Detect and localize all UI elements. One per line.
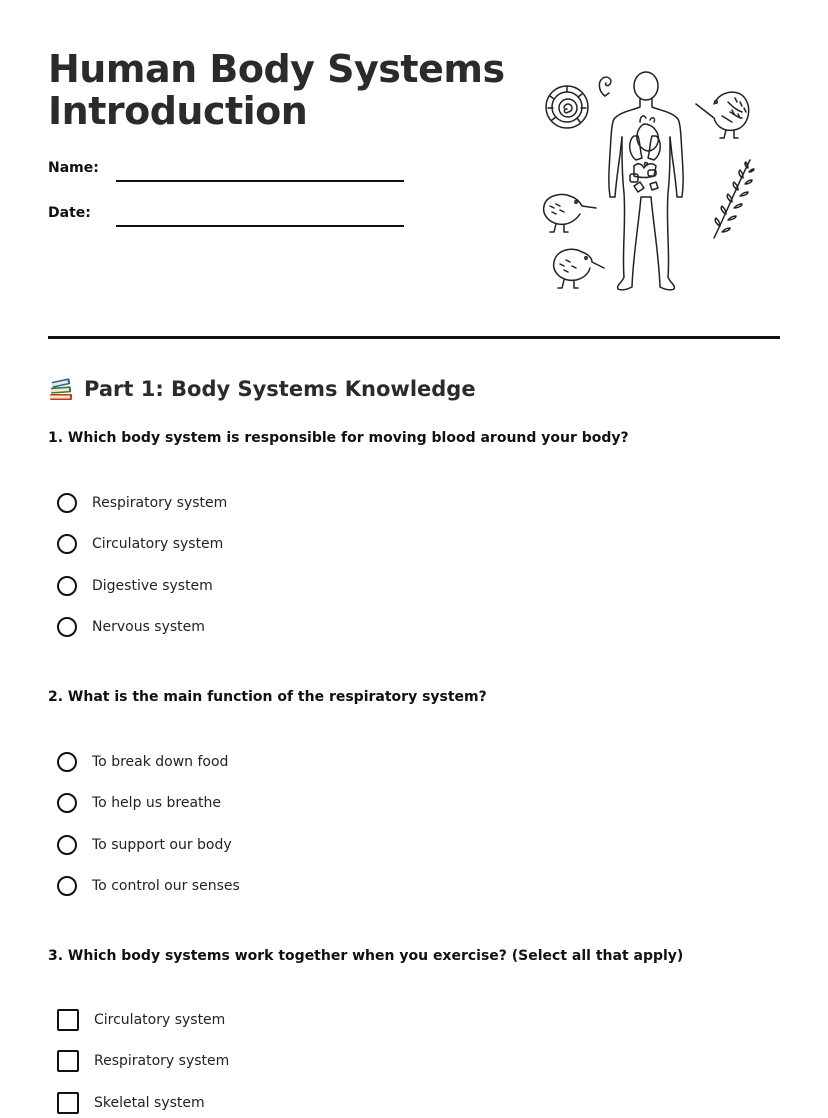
option-label: To break down food xyxy=(92,754,229,770)
q1-option-respiratory[interactable] xyxy=(57,490,227,516)
koru-spiral-icon xyxy=(546,86,588,128)
radio-button[interactable] xyxy=(57,617,77,637)
part-1-heading-text: Part 1: Body Systems Knowledge xyxy=(84,377,476,401)
checkbox[interactable] xyxy=(57,1050,79,1072)
option-label: Circulatory system xyxy=(94,1012,226,1028)
q1-option-nervous[interactable] xyxy=(57,614,205,640)
kiwi-bird-small-icon xyxy=(554,249,604,288)
q1-option-circulatory[interactable] xyxy=(57,531,223,557)
fern-frond-icon xyxy=(714,160,754,238)
radio-button[interactable] xyxy=(57,793,77,813)
option-label: Respiratory system xyxy=(94,1053,230,1069)
section-divider xyxy=(48,336,780,339)
option-label: To control our senses xyxy=(92,878,240,894)
title-line-2: Introduction xyxy=(48,89,308,133)
koru-curl-icon xyxy=(599,77,611,96)
q2-option-support-body[interactable] xyxy=(57,832,232,858)
radio-button[interactable] xyxy=(57,534,77,554)
date-field[interactable] xyxy=(116,225,404,227)
page-title xyxy=(48,48,505,132)
name-field[interactable] xyxy=(116,180,404,182)
radio-button[interactable] xyxy=(57,752,77,772)
radio-button[interactable] xyxy=(57,835,77,855)
q2-option-break-down-food[interactable] xyxy=(57,749,228,775)
name-label: Name: xyxy=(48,160,99,176)
q3-option-circulatory[interactable] xyxy=(57,1007,225,1033)
question-1: 1. Which body system is responsible for moving blood around your body? xyxy=(48,430,629,446)
q1-option-digestive[interactable] xyxy=(57,573,213,599)
body-systems-illustration xyxy=(530,66,770,311)
q3-option-respiratory[interactable] xyxy=(57,1048,229,1074)
question-2: 2. What is the main function of the respiratory system? xyxy=(48,689,487,705)
kiwi-bird-small-icon xyxy=(544,194,596,232)
option-label: To support our body xyxy=(92,837,232,853)
question-3: 3. Which body systems work together when you exercise? (Select all that apply) xyxy=(48,948,684,964)
q3-option-skeletal[interactable] xyxy=(57,1090,205,1116)
date-label: Date: xyxy=(48,205,91,221)
option-label: Circulatory system xyxy=(92,536,224,552)
checkbox[interactable] xyxy=(57,1092,79,1114)
q2-option-control-senses[interactable] xyxy=(57,873,240,899)
option-label: Respiratory system xyxy=(92,495,228,511)
option-label: To help us breathe xyxy=(92,795,222,811)
option-label: Skeletal system xyxy=(94,1095,205,1111)
radio-button[interactable] xyxy=(57,493,77,513)
books-icon xyxy=(48,376,74,402)
kiwi-bird-icon xyxy=(696,92,749,138)
checkbox[interactable] xyxy=(57,1009,79,1031)
radio-button[interactable] xyxy=(57,576,77,596)
option-label: Nervous system xyxy=(92,619,205,635)
radio-button[interactable] xyxy=(57,876,77,896)
q2-option-breathe[interactable] xyxy=(57,790,221,816)
part-1-heading xyxy=(48,374,476,404)
title-line-1: Human Body Systems xyxy=(48,47,505,91)
option-label: Digestive system xyxy=(92,578,213,594)
human-body-outline-icon xyxy=(609,72,683,290)
